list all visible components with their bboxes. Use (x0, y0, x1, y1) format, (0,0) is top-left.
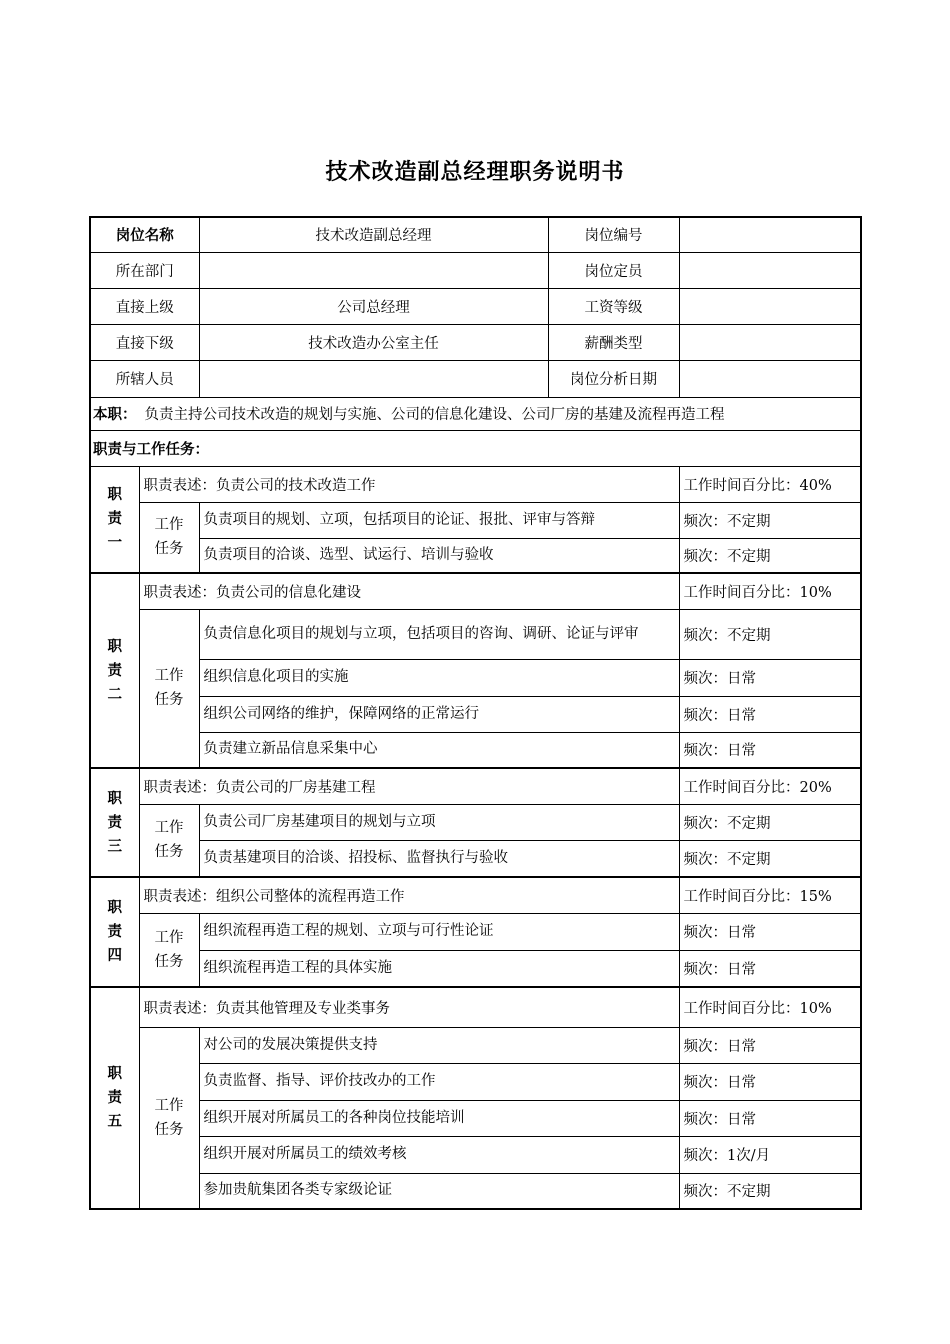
task-label-word: 任务 (154, 692, 184, 709)
task-label-word: 工作 (154, 1097, 184, 1114)
info-value (679, 324, 861, 360)
task-label-word: 任务 (154, 1121, 184, 1138)
duty-label-char: 二 (107, 686, 122, 703)
duty-statement: 职责表述：负责公司的信息化建设 (139, 573, 679, 609)
task-text: 组织公司网络的维护，保障网络的正常运行 (199, 696, 679, 732)
task-label-word: 工作 (154, 820, 184, 837)
duty-label-char: 职 (107, 1066, 122, 1082)
task-row (90, 538, 861, 573)
duty-time-percent: 工作时间百分比：20% (679, 768, 861, 804)
info-label: 薪酬类型 (548, 324, 679, 360)
responsibilities-header: 职责与工作任务： (90, 430, 861, 466)
duty-label-char: 三 (107, 838, 122, 855)
task-row (90, 913, 861, 950)
duty-statement: 职责表述：组织公司整体的流程再造工作 (139, 877, 679, 913)
info-row (90, 288, 861, 324)
task-frequency: 频次：不定期 (679, 502, 861, 538)
task-label-word: 工作 (154, 668, 184, 685)
duty-time-percent: 工作时间百分比：40% (679, 466, 861, 502)
task-text: 组织开展对所属员工的各种岗位技能培训 (199, 1100, 679, 1136)
info-label: 直接下级 (90, 324, 199, 360)
duty-label (90, 987, 139, 1209)
task-label (139, 609, 199, 768)
duty-statement: 职责表述：负责其他管理及专业类事务 (139, 987, 679, 1027)
benzhi-text: 负责主持公司技术改造的规划与实施、公司的信息化建设、公司厂房的基建及流程再造工程 (144, 407, 725, 423)
task-label (139, 804, 199, 877)
duty-label-char: 一 (107, 535, 122, 552)
task-label-word: 任务 (154, 953, 184, 970)
duty-label (90, 573, 139, 768)
task-label-word: 任务 (154, 844, 184, 861)
info-label: 所辖人员 (90, 360, 199, 397)
task-row (90, 840, 861, 877)
task-text: 负责建立新品信息采集中心 (199, 732, 679, 768)
responsibilities-header-row (90, 430, 861, 466)
info-label: 岗位分析日期 (548, 360, 679, 397)
duty-label-char: 责 (107, 662, 122, 679)
duty-label-char: 责 (107, 814, 122, 831)
task-text: 负责项目的洽谈、选型、试运行、培训与验收 (199, 538, 679, 573)
duty-statement-row (90, 877, 861, 913)
duty-label-char: 责 (107, 1090, 122, 1106)
task-frequency: 频次：不定期 (679, 538, 861, 573)
task-frequency: 频次：日常 (679, 696, 861, 732)
task-text: 负责监督、指导、评价技改办的工作 (199, 1063, 679, 1100)
benzhi-label: 本职： (93, 407, 137, 423)
job-description-table (89, 216, 862, 1210)
duty-statement-row (90, 768, 861, 804)
info-value (679, 288, 861, 324)
task-frequency: 频次：日常 (679, 1027, 861, 1063)
duty-time-percent: 工作时间百分比：10% (679, 987, 861, 1027)
info-label: 工资等级 (548, 288, 679, 324)
task-text: 组织流程再造工程的规划、立项与可行性论证 (199, 913, 679, 950)
task-label-word: 任务 (154, 541, 184, 558)
task-text: 负责信息化项目的规划与立项，包括项目的咨询、调研、论证与评审 (199, 609, 679, 659)
info-value (199, 252, 548, 288)
task-row (90, 659, 861, 696)
task-frequency: 频次：不定期 (679, 609, 861, 659)
task-text: 负责基建项目的洽谈、招投标、监督执行与验收 (199, 840, 679, 877)
task-frequency: 频次：日常 (679, 659, 861, 696)
duty-label-char: 职 (107, 790, 122, 807)
info-value (679, 252, 861, 288)
duty-time-percent: 工作时间百分比：15% (679, 877, 861, 913)
task-text: 对公司的发展决策提供支持 (199, 1027, 679, 1063)
duty-statement-row (90, 987, 861, 1027)
info-label: 直接上级 (90, 288, 199, 324)
task-frequency: 频次：日常 (679, 950, 861, 987)
duty-label-char: 职 (107, 638, 122, 655)
task-label-word: 工作 (154, 517, 184, 534)
duty-statement: 职责表述：负责公司的技术改造工作 (139, 466, 679, 502)
info-row (90, 324, 861, 360)
task-label (139, 1027, 199, 1209)
task-frequency: 频次：日常 (679, 1063, 861, 1100)
task-row (90, 950, 861, 987)
task-row (90, 1063, 861, 1100)
duty-label (90, 768, 139, 877)
duty-statement: 职责表述：负责公司的厂房基建工程 (139, 768, 679, 804)
task-row (90, 1100, 861, 1136)
info-row (90, 252, 861, 288)
task-frequency: 频次：1次/月 (679, 1136, 861, 1173)
duty-label-char: 四 (107, 948, 122, 964)
task-text: 组织信息化项目的实施 (199, 659, 679, 696)
task-row (90, 1136, 861, 1173)
duty-label-char: 职 (107, 900, 122, 916)
task-text: 参加贵航集团各类专家级论证 (199, 1173, 679, 1209)
task-frequency: 频次：日常 (679, 1100, 861, 1136)
duty-label-char: 职 (107, 487, 122, 504)
task-row (90, 696, 861, 732)
task-frequency: 频次：不定期 (679, 1173, 861, 1209)
task-row (90, 609, 861, 659)
task-text: 负责公司厂房基建项目的规划与立项 (199, 804, 679, 840)
duty-label-char: 五 (107, 1114, 122, 1130)
info-label: 岗位名称 (90, 217, 199, 252)
task-frequency: 频次：日常 (679, 732, 861, 768)
info-label: 岗位编号 (548, 217, 679, 252)
document-title: 技术改造副总经理职务说明书 (325, 160, 625, 185)
task-frequency: 频次：日常 (679, 913, 861, 950)
task-row (90, 804, 861, 840)
task-text: 组织流程再造工程的具体实施 (199, 950, 679, 987)
duty-label-char: 责 (107, 924, 122, 940)
task-text: 负责项目的规划、立项，包括项目的论证、报批、评审与答辩 (199, 502, 679, 538)
duty-label (90, 877, 139, 987)
info-value: 公司总经理 (199, 288, 548, 324)
task-label (139, 913, 199, 987)
info-value (199, 360, 548, 397)
task-text: 组织开展对所属员工的绩效考核 (199, 1136, 679, 1173)
duty-statement-row (90, 466, 861, 502)
duty-time-percent: 工作时间百分比：10% (679, 573, 861, 609)
task-row (90, 732, 861, 768)
task-frequency: 频次：不定期 (679, 840, 861, 877)
duty-statement-row (90, 573, 861, 609)
task-row (90, 502, 861, 538)
duty-label (90, 466, 139, 573)
info-label: 所在部门 (90, 252, 199, 288)
info-value: 技术改造副总经理 (199, 217, 548, 252)
task-row (90, 1173, 861, 1209)
info-value (679, 217, 861, 252)
task-label-word: 工作 (154, 929, 184, 946)
info-label: 岗位定员 (548, 252, 679, 288)
duty-label-char: 责 (107, 511, 122, 528)
info-row (90, 217, 861, 252)
task-frequency: 频次：不定期 (679, 804, 861, 840)
task-row (90, 1027, 861, 1063)
info-value: 技术改造办公室主任 (199, 324, 548, 360)
benzhi-row (90, 397, 861, 430)
info-value (679, 360, 861, 397)
task-label (139, 502, 199, 573)
info-row (90, 360, 861, 397)
